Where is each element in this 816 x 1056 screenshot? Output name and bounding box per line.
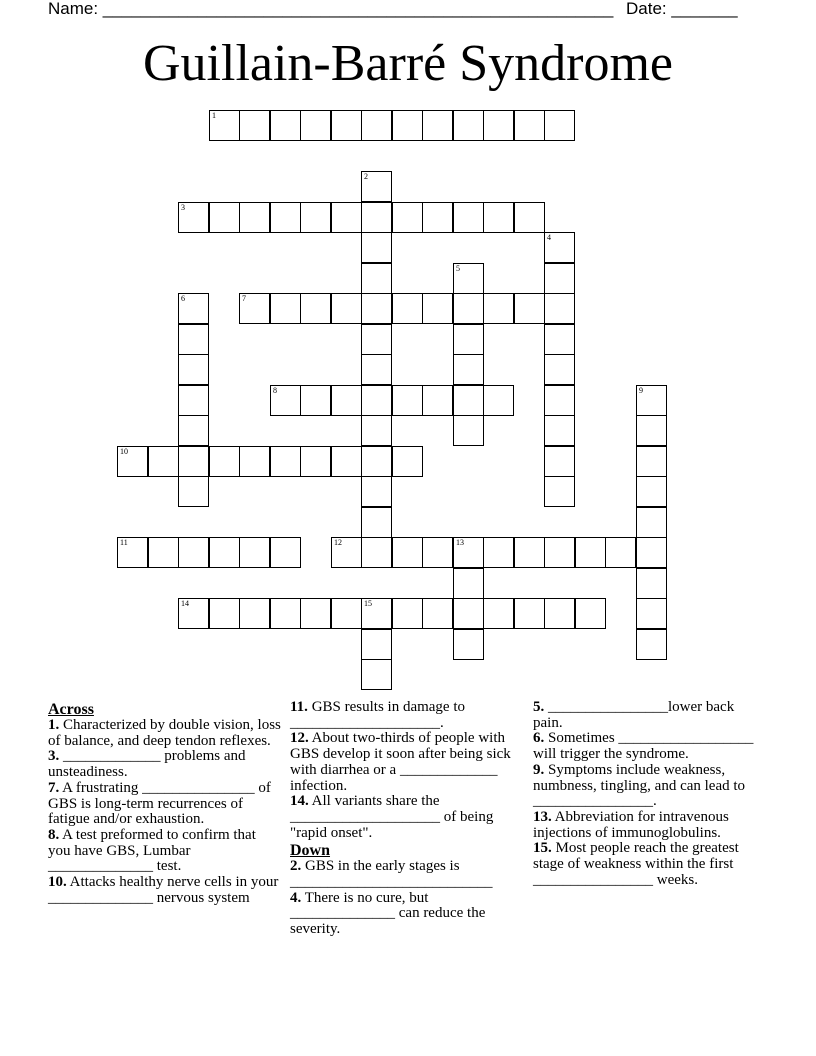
clue-across-12 [290, 731, 524, 794]
grid-cell[interactable] [239, 598, 270, 629]
clue-across-1 [48, 718, 282, 749]
grid-cell[interactable] [544, 446, 575, 477]
clues-column-2 [290, 700, 524, 938]
across-heading: Across [48, 701, 94, 718]
grid-cell[interactable] [483, 293, 514, 324]
clue-text: Most people reach the greatest stage of weakness within the first ________________ weeks. [533, 840, 739, 888]
clue-text: A test preformed to confirm that you have GBS, Lumbar ______________ test. [48, 826, 256, 875]
grid-number: 15 [364, 599, 372, 608]
grid-cell[interactable] [422, 598, 453, 629]
grid-cell[interactable] [361, 385, 392, 416]
clue-number: 11. [290, 699, 308, 715]
clue-down-2 [290, 859, 524, 890]
grid-cell[interactable] [483, 110, 514, 141]
clue-across-14 [290, 794, 524, 841]
grid-cell[interactable] [331, 598, 362, 629]
grid-cell[interactable] [483, 202, 514, 233]
grid-cell[interactable] [331, 110, 362, 141]
clue-number: 9. [533, 761, 545, 778]
grid-cell[interactable] [483, 598, 514, 629]
clue-down-13 [533, 810, 767, 841]
grid-cell[interactable] [209, 537, 240, 568]
grid-cell[interactable] [453, 202, 484, 233]
grid-cell[interactable] [514, 598, 545, 629]
grid-cell[interactable] [422, 293, 453, 324]
grid-number: 1 [212, 111, 216, 120]
grid-cell[interactable] [178, 293, 209, 324]
clue-number: 12. [290, 730, 309, 747]
clue-text: _____________ problems and unsteadiness. [48, 748, 246, 781]
grid-cell[interactable] [544, 385, 575, 416]
grid-number: 7 [242, 294, 246, 303]
grid-cell[interactable] [392, 537, 423, 568]
grid-cell[interactable] [453, 598, 484, 629]
clue-text: About two-thirds of people with GBS develop it soon after being sick with diarrhea or a _____________ infection. [290, 730, 511, 794]
clue-number: 7. [48, 779, 60, 796]
clue-text: GBS in the early stages is ___________________________ [290, 858, 493, 891]
grid-cell[interactable] [544, 537, 575, 568]
grid-cell[interactable] [453, 537, 484, 568]
clue-text: Attacks healthy nerve cells in your ______________ nervous system [48, 874, 279, 906]
grid-cell[interactable] [178, 202, 209, 233]
grid-cell[interactable] [331, 385, 362, 416]
grid-number: 11 [120, 538, 128, 547]
grid-cell[interactable] [300, 598, 331, 629]
grid-cell[interactable] [361, 598, 392, 629]
grid-cell[interactable] [544, 354, 575, 385]
grid-cell[interactable] [209, 446, 240, 477]
grid-cell[interactable] [483, 537, 514, 568]
grid-cell[interactable] [178, 476, 209, 507]
grid-cell[interactable] [453, 568, 484, 599]
grid-cell[interactable] [422, 385, 453, 416]
grid-cell[interactable] [270, 446, 301, 477]
grid-cell[interactable] [422, 537, 453, 568]
grid-cell[interactable] [300, 446, 331, 477]
grid-cell[interactable] [239, 537, 270, 568]
grid-cell[interactable] [361, 324, 392, 355]
grid-cell[interactable] [392, 598, 423, 629]
grid-cell[interactable] [209, 598, 240, 629]
clue-down-9 [533, 763, 767, 810]
grid-cell[interactable] [636, 629, 667, 660]
clue-number: 5. [533, 699, 545, 715]
grid-cell[interactable] [605, 537, 636, 568]
clue-down-5 [533, 700, 767, 731]
clue-number: 13. [533, 808, 552, 825]
grid-cell[interactable] [636, 415, 667, 446]
grid-cell[interactable] [331, 537, 362, 568]
clue-number: 14. [290, 793, 309, 810]
clue-text: Characterized by double vision, loss of balance, and deep tendon reflexes. [48, 717, 281, 749]
grid-cell[interactable] [544, 232, 575, 263]
grid-cell[interactable] [361, 263, 392, 294]
grid-cell[interactable] [453, 415, 484, 446]
grid-cell[interactable] [361, 659, 392, 690]
clue-text: Symptoms include weakness, numbness, tingling, and can lead to ________________. [533, 761, 746, 810]
grid-cell[interactable] [270, 385, 301, 416]
clue-across-3 [48, 749, 282, 780]
grid-cell[interactable] [300, 110, 331, 141]
grid-cell[interactable] [453, 324, 484, 355]
clue-text: There is no cure, but ______________ can reduce the severity. [290, 889, 486, 938]
grid-cell[interactable] [361, 629, 392, 660]
grid-cell[interactable] [422, 202, 453, 233]
grid-cell[interactable] [361, 293, 392, 324]
grid-cell[interactable] [270, 110, 301, 141]
grid-number: 2 [364, 172, 368, 181]
grid-cell[interactable] [392, 446, 423, 477]
grid-cell[interactable] [178, 324, 209, 355]
clue-text: A frustrating _______________ of GBS is long-term recurrences of fatigue and/or exhaustion. [48, 779, 271, 828]
clue-down-15 [533, 841, 767, 888]
grid-cell[interactable] [361, 171, 392, 202]
grid-cell[interactable] [178, 537, 209, 568]
grid-cell[interactable] [270, 537, 301, 568]
grid-cell[interactable] [483, 385, 514, 416]
clue-text: Abbreviation for intravenous injections of immunoglobulins. [533, 808, 729, 841]
grid-cell[interactable] [361, 507, 392, 538]
grid-cell[interactable] [636, 476, 667, 507]
grid-cell[interactable] [300, 385, 331, 416]
clue-number: 1. [48, 717, 60, 733]
grid-cell[interactable] [361, 476, 392, 507]
clue-down-4 [290, 891, 524, 938]
grid-cell[interactable] [178, 446, 209, 477]
grid-cell[interactable] [422, 110, 453, 141]
grid-cell[interactable] [514, 537, 545, 568]
clue-down-6 [533, 731, 767, 762]
grid-cell[interactable] [331, 202, 362, 233]
grid-cell[interactable] [514, 202, 545, 233]
clue-text: ________________lower back pain. [533, 699, 735, 731]
grid-number: 3 [181, 203, 185, 212]
grid-number: 14 [181, 599, 189, 608]
grid-cell[interactable] [178, 385, 209, 416]
clue-number: 8. [48, 826, 60, 843]
name-field-label[interactable]: Name: ______________________________________________________ [48, 0, 614, 18]
clues-column-1 [48, 700, 282, 906]
grid-cell[interactable] [361, 354, 392, 385]
grid-cell[interactable] [239, 202, 270, 233]
grid-number: 8 [273, 386, 277, 395]
grid-cell[interactable] [453, 293, 484, 324]
grid-cell[interactable] [209, 202, 240, 233]
grid-cell[interactable] [331, 293, 362, 324]
grid-cell[interactable] [148, 446, 179, 477]
grid-number: 6 [181, 294, 185, 303]
grid-cell[interactable] [361, 446, 392, 477]
clue-across-7 [48, 781, 282, 828]
grid-cell[interactable] [453, 385, 484, 416]
clue-number: 10. [48, 874, 67, 891]
grid-cell[interactable] [636, 446, 667, 477]
grid-number: 4 [547, 233, 551, 242]
clue-number: 4. [290, 889, 302, 906]
clue-across-10 [48, 875, 282, 906]
grid-number: 13 [456, 538, 464, 547]
grid-cell[interactable] [636, 537, 667, 568]
grid-cell[interactable] [239, 446, 270, 477]
clue-text: All variants share the ____________________ of being "rapid onset". [290, 793, 494, 841]
grid-cell[interactable] [544, 324, 575, 355]
clue-number: 15. [533, 840, 552, 857]
clue-number: 2. [290, 858, 302, 875]
grid-cell[interactable] [361, 232, 392, 263]
grid-cell[interactable] [392, 110, 423, 141]
grid-cell[interactable] [392, 385, 423, 416]
clue-across-11 [290, 700, 524, 731]
grid-number: 9 [639, 386, 643, 395]
grid-cell[interactable] [453, 354, 484, 385]
grid-number: 5 [456, 264, 460, 273]
grid-cell[interactable] [270, 202, 301, 233]
grid-cell[interactable] [636, 568, 667, 599]
grid-cell[interactable] [392, 202, 423, 233]
grid-number: 12 [334, 538, 342, 547]
grid-cell[interactable] [117, 537, 148, 568]
grid-cell[interactable] [178, 354, 209, 385]
down-heading: Down [290, 842, 331, 860]
grid-cell[interactable] [209, 110, 240, 141]
grid-cell[interactable] [544, 598, 575, 629]
grid-cell[interactable] [361, 537, 392, 568]
clue-text: Sometimes __________________ will trigger the syndrome. [533, 730, 754, 763]
grid-cell[interactable] [239, 110, 270, 141]
grid-cell[interactable] [300, 293, 331, 324]
grid-cell[interactable] [361, 110, 392, 141]
grid-cell[interactable] [575, 598, 606, 629]
grid-cell[interactable] [453, 263, 484, 294]
page-title: Guillain-Barré Syndrome [143, 35, 673, 92]
clue-number: 6. [533, 730, 545, 747]
grid-cell[interactable] [453, 629, 484, 660]
grid-cell[interactable] [148, 537, 179, 568]
grid-cell[interactable] [361, 202, 392, 233]
grid-cell[interactable] [544, 293, 575, 324]
clue-across-8 [48, 828, 282, 875]
date-field-label[interactable]: Date: _______ [626, 0, 738, 18]
grid-cell[interactable] [544, 415, 575, 446]
grid-cell[interactable] [178, 415, 209, 446]
grid-cell[interactable] [361, 415, 392, 446]
clue-number: 3. [48, 748, 60, 765]
grid-cell[interactable] [544, 110, 575, 141]
grid-cell[interactable] [331, 446, 362, 477]
clues-column-3 [533, 700, 767, 888]
grid-cell[interactable] [544, 476, 575, 507]
grid-cell[interactable] [544, 263, 575, 294]
grid-cell[interactable] [575, 537, 606, 568]
grid-cell[interactable] [514, 293, 545, 324]
grid-cell[interactable] [270, 598, 301, 629]
grid-cell[interactable] [178, 598, 209, 629]
grid-cell[interactable] [392, 293, 423, 324]
grid-cell[interactable] [453, 110, 484, 141]
clue-text: GBS results in damage to ____________________. [290, 699, 466, 731]
grid-cell[interactable] [514, 110, 545, 141]
grid-cell[interactable] [636, 507, 667, 538]
grid-cell[interactable] [300, 202, 331, 233]
grid-number: 10 [120, 447, 128, 456]
grid-cell[interactable] [636, 598, 667, 629]
grid-cell[interactable] [636, 385, 667, 416]
grid-cell[interactable] [239, 293, 270, 324]
grid-cell[interactable] [117, 446, 148, 477]
grid-cell[interactable] [270, 293, 301, 324]
